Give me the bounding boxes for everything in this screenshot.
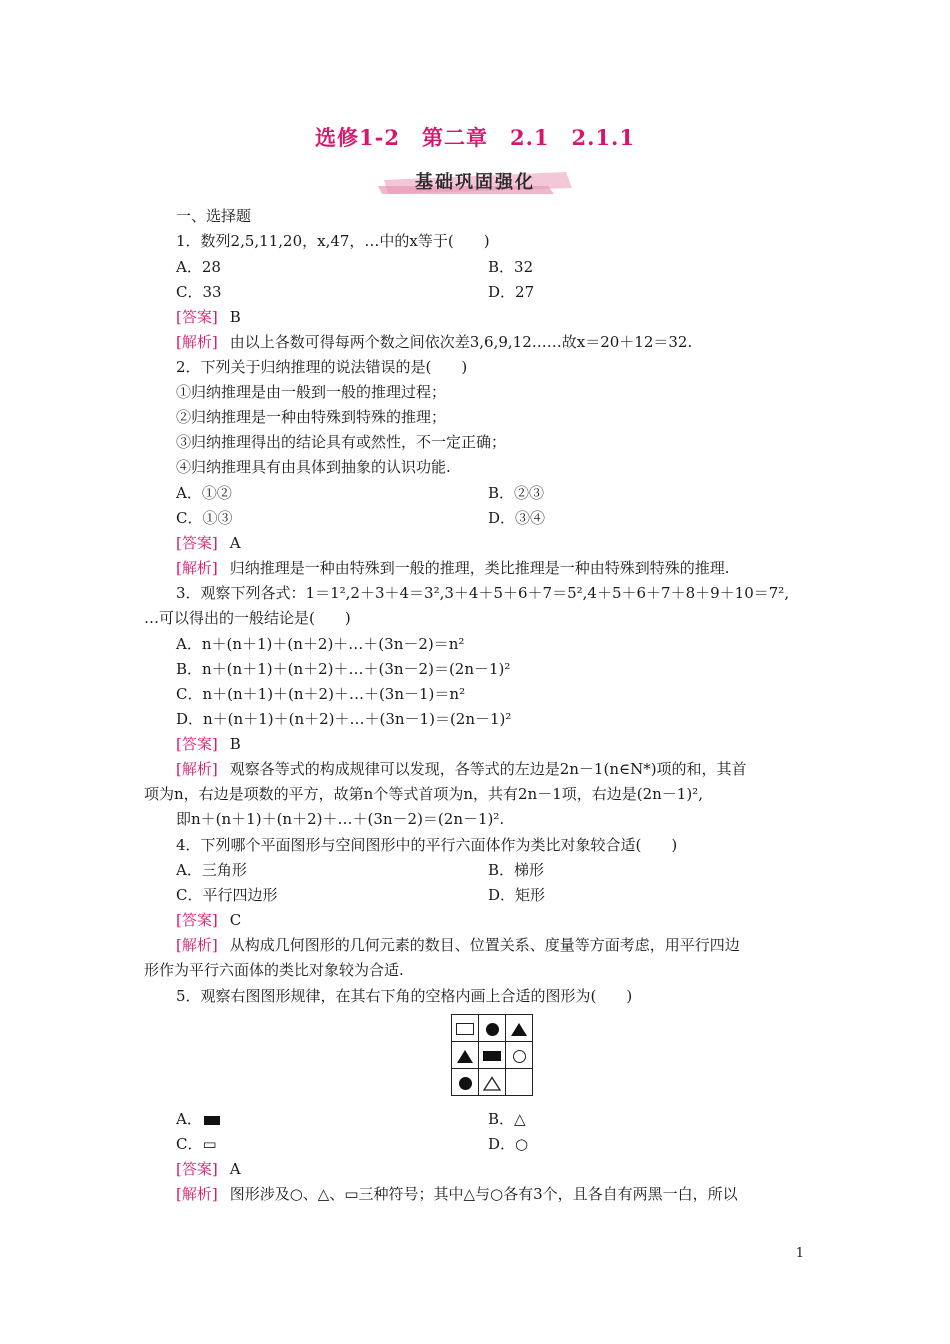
q4-option-b: B．梯形 (488, 861, 545, 879)
pattern-grid (451, 1014, 533, 1096)
answer-value: A (229, 1160, 241, 1178)
open-triangle-icon (483, 1076, 501, 1091)
q3-stem-line2: …可以得出的一般结论是( ) (144, 609, 351, 627)
q5-answer (176, 1159, 241, 1179)
grid-cell (452, 1042, 479, 1069)
q5-analysis (176, 1184, 738, 1204)
answer-value: A (229, 534, 241, 552)
grid-cell (479, 1069, 506, 1096)
grid-cell (479, 1042, 506, 1069)
q2-analysis (176, 558, 730, 578)
answer-tag: [答案] (176, 534, 218, 552)
q1-option-d: D．27 (488, 283, 535, 301)
filled-triangle-icon (511, 1023, 527, 1036)
grid-cell (452, 1015, 479, 1042)
banner-text: 基础巩固强化 (415, 172, 535, 193)
page-number: 1 (795, 1246, 804, 1261)
q2-stem: 2．下列关于归纳推理的说法错误的是( ) (176, 358, 468, 376)
q4-analysis-line2: 形作为平行六面体的类比对象较为合适. (144, 961, 404, 979)
analysis-text: 从构成几何图形的几何元素的数目、位置关系、度量等方面考虑，用平行四边 (229, 936, 740, 954)
analysis-tag: [解析] (176, 559, 218, 577)
q1-option-c: C．33 (176, 283, 222, 301)
q5-option-a (176, 1109, 220, 1129)
q1-option-b: B．32 (488, 258, 534, 276)
analysis-text: 图形涉及○、△、▭三种符号；其中△与○各有3个，且各自有两黑一白，所以 (229, 1185, 738, 1203)
q4-option-c: C．平行四边形 (176, 886, 278, 904)
answer-value: C (229, 911, 242, 929)
answer-tag: [答案] (176, 911, 218, 929)
q2-answer (176, 533, 241, 553)
analysis-text: 观察各等式的构成规律可以发现，各等式的左边是2n－1(n∈N*)项的和，其首 (229, 760, 747, 778)
q2-option-a: A．①② (176, 484, 232, 502)
q4-analysis-line1 (176, 935, 740, 955)
q2-item-2: ②归纳推理是一种由特殊到特殊的推理； (176, 408, 447, 426)
answer-value: B (229, 735, 241, 753)
grid-cell (506, 1015, 533, 1042)
q2-item-3: ③归纳推理得出的结论具有或然性，不一定正确； (176, 433, 507, 451)
page-title: 选修1-2 第二章 2.1 2.1.1 (315, 125, 635, 150)
q1-analysis (176, 332, 692, 352)
answer-tag: [答案] (176, 735, 218, 753)
q3-analysis-line3: 即n＋(n＋1)＋(n＋2)＋…＋(3n－2)＝(2n－1)². (176, 810, 505, 828)
grid-cell (452, 1069, 479, 1096)
section-banner (378, 166, 572, 196)
q5-option-b: B．△ (488, 1110, 526, 1128)
filled-rectangle-icon (483, 1051, 501, 1061)
analysis-text: 由以上各数可得每两个数之间依次差3,6,9,12……故x＝20＋12＝32. (229, 333, 693, 351)
grid-cell (479, 1015, 506, 1042)
section-heading: 一、选择题 (176, 207, 252, 225)
q1-option-a: A．28 (176, 258, 221, 276)
q3-option-a: A．n＋(n＋1)＋(n＋2)＋…＋(3n－2)＝n² (176, 635, 465, 653)
analysis-tag: [解析] (176, 333, 218, 351)
open-rectangle-icon (456, 1023, 474, 1035)
q3-answer (176, 734, 241, 754)
answer-tag: [答案] (176, 308, 218, 326)
q3-analysis-line2: 项为n，右边是项数的平方，故第n个等式首项为n，共有2n－1项，右边是(2n－1)², (144, 785, 703, 803)
q2-option-d: D．③④ (488, 509, 546, 527)
q5-option-d: D．○ (488, 1135, 529, 1153)
grid-cell (506, 1042, 533, 1069)
q4-option-d: D．矩形 (488, 886, 546, 904)
q5-option-c: C．▭ (176, 1135, 217, 1153)
q2-option-c: C．①③ (176, 509, 233, 527)
analysis-tag: [解析] (176, 760, 218, 778)
q3-analysis-line1 (176, 759, 747, 779)
q2-item-1: ①归纳推理是由一般到一般的推理过程； (176, 383, 447, 401)
filled-circle-icon (486, 1023, 499, 1036)
q1-stem: 1．数列2,5,11,20，x,47，…中的x等于( ) (176, 232, 490, 250)
analysis-tag: [解析] (176, 1185, 218, 1203)
answer-tag: [答案] (176, 1160, 218, 1178)
q3-option-b: B．n＋(n＋1)＋(n＋2)＋…＋(3n－2)＝(2n－1)² (176, 660, 511, 678)
q4-answer (176, 910, 241, 930)
option-label: A． (176, 1110, 202, 1128)
filled-circle-icon (459, 1077, 472, 1090)
q4-option-a: A．三角形 (176, 861, 247, 879)
open-circle-icon (513, 1050, 526, 1063)
q3-stem-line1: 3．观察下列各式：1＝1²,2＋3＋4＝3²,3＋4＋5＋6＋7＝5²,4＋5＋6＋7＋8＋9＋10＝7², (176, 584, 790, 602)
q3-option-c: C．n＋(n＋1)＋(n＋2)＋…＋(3n－1)＝n² (176, 685, 466, 703)
q1-answer (176, 307, 241, 327)
q2-item-4: ④归纳推理具有由具体到抽象的认识功能. (176, 458, 451, 476)
q2-option-b: B．②③ (488, 484, 545, 502)
analysis-text: 归纳推理是一种由特殊到一般的推理，类比推理是一种由特殊到特殊的推理. (229, 559, 730, 577)
filled-rectangle-icon (204, 1116, 220, 1125)
q3-option-d: D．n＋(n＋1)＋(n＋2)＋…＋(3n－1)＝(2n－1)² (176, 710, 512, 728)
q4-stem: 4．下列哪个平面图形与空间图形中的平行六面体作为类比对象较合适( ) (176, 836, 678, 854)
q5-stem: 5．观察右图图形规律，在其右下角的空格内画上合适的图形为( ) (176, 987, 633, 1005)
answer-value: B (229, 308, 241, 326)
filled-triangle-icon (457, 1050, 473, 1063)
grid-cell-empty (506, 1069, 533, 1096)
analysis-tag: [解析] (176, 936, 218, 954)
